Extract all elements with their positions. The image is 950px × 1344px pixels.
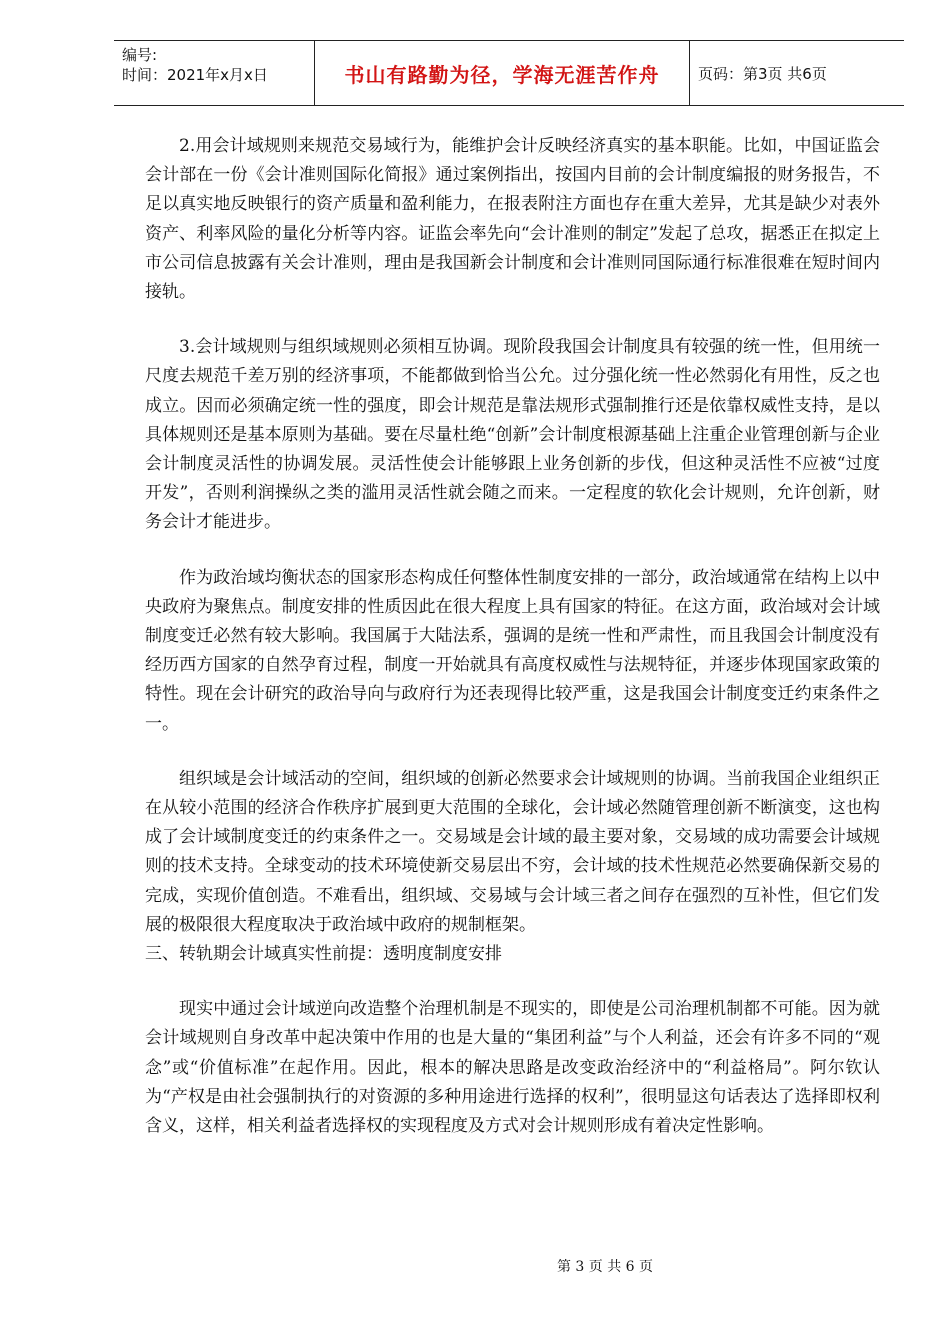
time-label: 时间：2021年x月x日 (122, 66, 268, 84)
paragraph-4: 组织域是会计域活动的空间，组织域的创新必然要求会计域规则的协调。当前我国企业组织正在从较小范围的经济合作秩序扩展到更大范围的全球化，会计域必然随管理创新不断演变，这也构成了会计域制度变迁的约束条件之一。交易域是会计域的最主要对象，交易域的成功需要会计域规则的技术支持。全球变动的技术环境使新交易层出不穷，会计域的技术性规范必然要确保新交易的完成，实现价值创造。不难看出，组织域、交易域与会计域三者之间存在强烈的互补性，但它们发展的极限很大程度取决于政治域中政府的规制框架。 (145, 768, 880, 935)
section-heading: 三、转轨期会计域真实性前提：透明度制度安排 (145, 944, 502, 965)
document-body (145, 132, 880, 1141)
paragraph-1: 2.用会计域规则来规范交易域行为，能维护会计反映经济真实的基本职能。比如，中国证监会会计部在一份《会计准则国际化简报》通过案例指出，按国内目前的会计制度编报的财务报告，不足以真实地反映银行的资产质量和盈利能力，在报表附注方面也存在重大差异，尤其是缺少对表外资产、利率风险的量化分析等内容。证监会率先向“会计准则的制定”发起了总攻，据悉正在拟定上市公司信息披露有关会计准则，理由是我国新会计制度和会计准则同国际通行标准很难在短时间内接轨。 (145, 136, 880, 303)
code-label: 编号: (122, 46, 158, 64)
page-header (114, 40, 904, 106)
page-footer: 第 3 页 共 6 页 (556, 1259, 654, 1275)
header-motto: 书山有路勤为径，学海无涯苦作舟 (315, 41, 690, 105)
paragraph-3: 作为政治域均衡状态的国家形态构成任何整体性制度安排的一部分，政治域通常在结构上以中央政府为聚焦点。制度安排的性质因此在很大程度上具有国家的特征。在这方面，政治域对会计域制度变迁必然有较大影响。我国属于大陆法系，强调的是统一性和严肃性，而且我国会计制度没有经历西方国家的自然孕育过程，制度一开始就具有高度权威性与法规特征，并逐步体现国家政策的特性。现在会计研究的政治导向与政府行为还表现得比较严重，这是我国会计制度变迁约束条件之一。 (145, 567, 880, 734)
paragraph-2: 3.会计域规则与组织域规则必须相互协调。现阶段我国会计制度具有较强的统一性，但用统一尺度去规范千差万别的经济事项，不能都做到恰当公允。过分强化统一性必然弱化有用性，反之也成立。因而必须确定统一性的强度，即会计规范是靠法规形式强制推行还是依靠权威性支持，是以具体规则还是基本原则为基础。要在尽量杜绝“创新”会计制度根源基础上注重企业管理创新与企业会计制度灵活性的协调发展。灵活性使会计能够跟上业务创新的步伐，但这种灵活性不应被“过度开发”，否则利润操纵之类的滥用灵活性就会随之而来。一定程度的软化会计规则，允许创新，财务会计才能进步。 (145, 337, 880, 533)
paragraph-5: 现实中通过会计域逆向改造整个治理机制是不现实的，即使是公司治理机制都不可能。因为就会计域规则自身改革中起决策中作用的也是大量的“集团利益”与个人利益，还会有许多不同的“观念”或“价值标准”在起作用。因此，根本的解决思路是改变政治经济中的“利益格局”。阿尔钦认为“产权是由社会强制执行的对资源的多种用途进行选择的权利”，很明显这句话表达了选择即权利含义，这样，相关利益者选择权的实现程度及方式对会计规则形成有着决定性影响。 (145, 999, 880, 1137)
header-page-number: 页码：第3页 共6页 (698, 64, 827, 83)
header-meta (114, 41, 315, 105)
